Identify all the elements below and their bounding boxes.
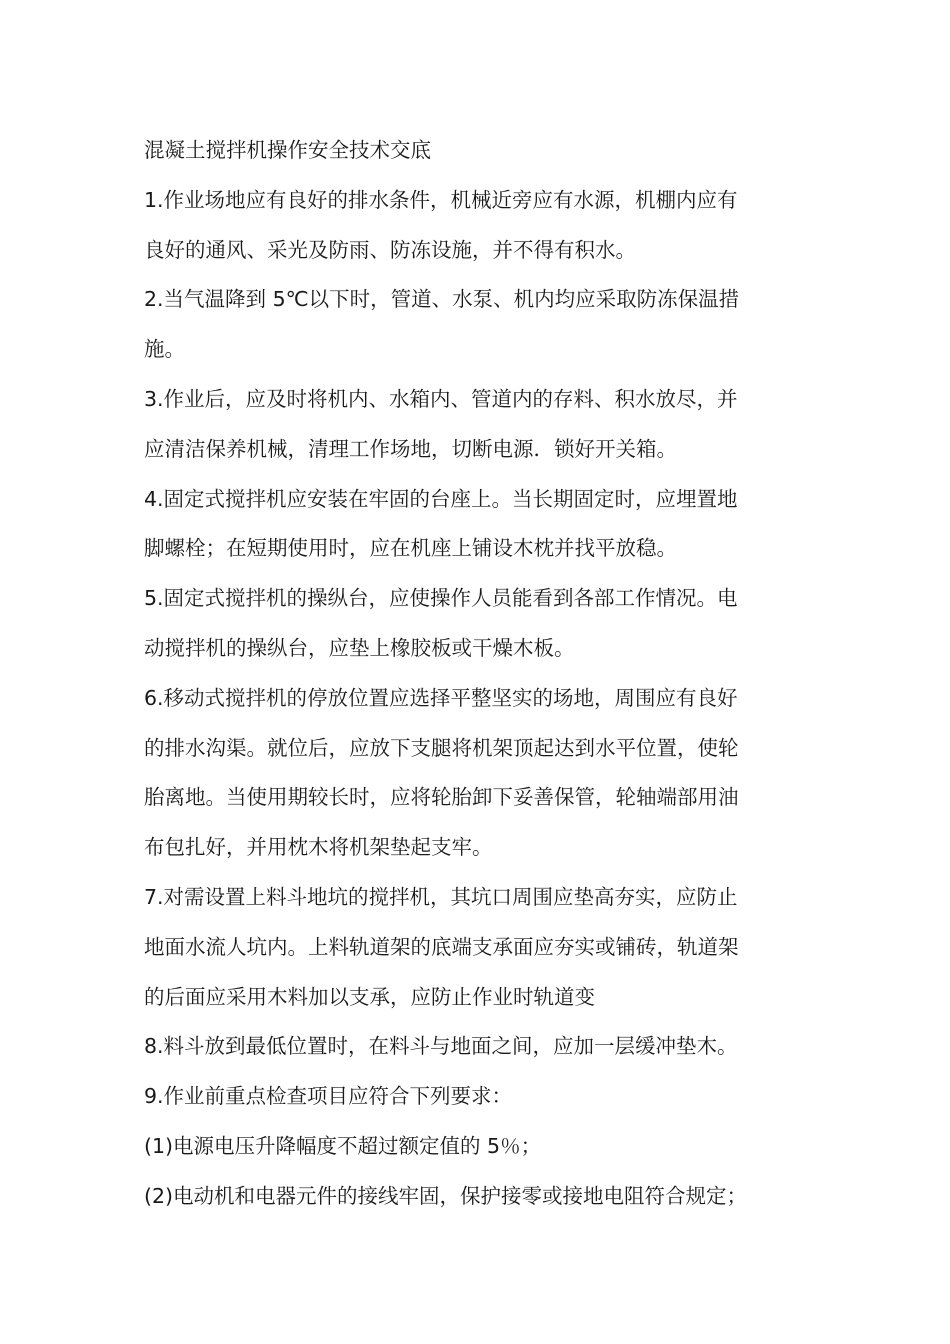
document-title: 混凝土搅拌机操作安全技术交底 (144, 138, 431, 162)
text-line: 脚螺栓；在短期使用时，应在机座上铺设木枕并找平放稳。 (144, 536, 677, 561)
text-line: 应清洁保养机械，清理工作场地，切断电源．锁好开关箱。 (144, 436, 677, 461)
text-line: 胎离地。当使用期较长时，应将轮胎卸下妥善保管，轮轴端部用油 (144, 785, 739, 810)
text-line: 4.固定式搅拌机应安装在牢固的台座上。当长期固定时，应埋置地 (144, 486, 738, 511)
text-line: 7.对需设置上料斗地坑的搅拌机，其坑口周围应垫高夯实，应防止 (144, 884, 738, 909)
text-line: 9.作业前重点检查项目应符合下列要求： (144, 1084, 513, 1109)
text-line: 的排水沟渠。就位后，应放下支腿将机架顶起达到水平位置，使轮 (144, 735, 739, 760)
text-line: 动搅拌机的操纵台，应垫上橡胶板或干燥木板。 (144, 635, 575, 660)
text-line: 1.作业场地应有良好的排水条件，机械近旁应有水源，机棚内应有 (144, 187, 738, 212)
text-line: 地面水流人坑内。上料轨道架的底端支承面应夯实或铺砖，轨道架 (144, 934, 739, 959)
text-line: 8.料斗放到最低位置时，在料斗与地面之间，应加一层缓冲垫木。 (144, 1034, 738, 1059)
text-line: 的后面应采用木料加以支承，应防止作业时轨道变 (144, 984, 595, 1009)
text-line: (2)电动机和电器元件的接线牢固，保护接零或接地电阻符合规定； (144, 1183, 748, 1208)
text-line: 良好的通风、采光及防雨、防冻设施，并不得有积水。 (144, 237, 636, 262)
text-line: 布包扎好，并用枕木将机架垫起支牢。 (144, 835, 493, 860)
text-line: 3.作业后，应及时将机内、水箱内、管道内的存料、积水放尽，并 (144, 386, 738, 411)
text-line: (1)电源电压升降幅度不超过额定值的 5％； (144, 1133, 542, 1158)
text-line: 6.移动式搅拌机的停放位置应选择平整坚实的场地，周围应有良好 (144, 685, 738, 710)
text-line: 2.当气温降到 5℃以下时，管道、水泵、机内均应采取防冻保温措 (144, 287, 740, 312)
text-line: 5.固定式搅拌机的操纵台，应使操作人员能看到各部工作情况。电 (144, 586, 738, 611)
text-line: 施。 (144, 337, 185, 362)
document-body (144, 126, 816, 1222)
